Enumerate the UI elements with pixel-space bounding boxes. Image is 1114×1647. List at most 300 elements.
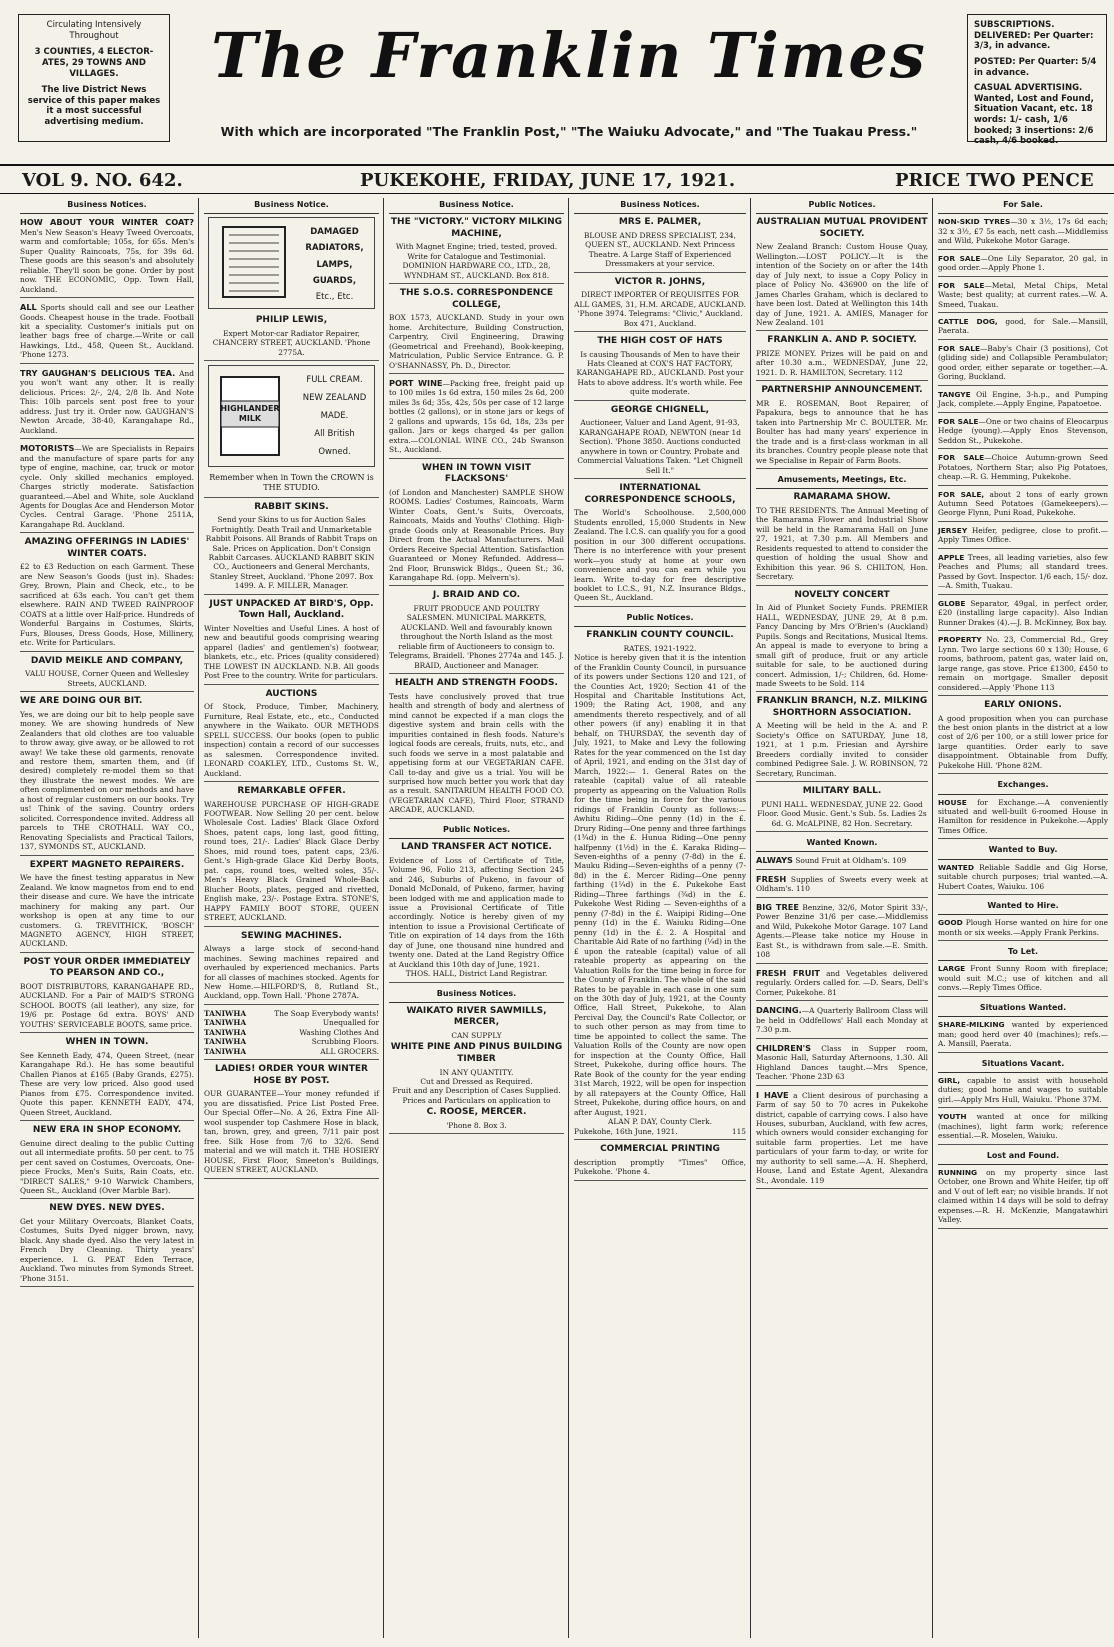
right-ear-line: SUBSCRIPTIONS. DELIVERED: Per Quarter: 3/3, in advance. <box>974 20 1094 52</box>
advert <box>389 217 564 284</box>
advert-body: Notice is hereby given that it is the intention of the Franklin County Council, in pursuance of its powers under Sections 120 and 121, of the Counties Act, 1920; Section 41 of the Hospital and Charitable Institutions Act, 1909; the Rating Act, 1908, and any amendments thereto respectively, and of all other powers (if any) enabling it in that behalf, on THURSDAY, the seventh day of July, 1921, to Make and Levy the following Rates for the year commenced on the 1st day of April, 1921, and ending on the 31st day of March, 1922:— 1. General Rates on the rateable (capital) value of all rateable property as appearing on the Valuation Rolls for the time being in force for the various ridings of Franklin County as follows:— Awhitu Riding—One penny (1d) in the £. Drury Riding—One penny and three farthings (1¾d) in the £. Hunua Riding—One penny halfpenny (1½d) in the £. Karaka Riding—Seven-eighths of a penny (7-8d) in the £. Mauku Riding—Seven-eighths of a penny (7-8d) in the £. Mercer Riding—One penny farthing (1¼d) in the £. Pukekohe East Riding—Three farthings (¾d) in the £. Pukekohe West Riding — Seven-eighths of a penny (7-8d) in the £. Waipipi Riding—One penny (1d) in the £. Waiuku Riding—One penny (1d) in the £. 2. A Hospital and Charitable Aid Rate of no farthing (¼d) in the £ upon the rateable (capital) value of all rateable property as appearing on the Valuation Rolls for the time being in force for the County of Franklin. The whole of the said Rates to be payable in each case in one sum on the 30th day of July, 1921, at the County Office, Hall Street, Pukekohe, to Alan Percival Day, the Council's Rate Collector, or to such other person as may from time to time be appointed to collect the same. The Valuation Rolls of the County are now open for inspection at the County Office, Hall Street, Pukekohe, during office hours. The Rate Book of the county for the year ending 31st March, 1922, will be open for inspection by all ratepayers at the County Office, Hall Street, Pukekohe, during office hours, on and after August, 1921. <box>574 653 746 1117</box>
advert-body: Sound Fruit at Oldham's. 109 <box>795 856 907 866</box>
advert <box>204 502 379 595</box>
classified-heading: PROPERTY <box>938 635 982 645</box>
classified <box>938 1168 1108 1229</box>
notice-number: 115 <box>731 1126 746 1136</box>
section-heading: Situations Wanted. <box>938 1001 1108 1017</box>
section-heading: Amusements, Meetings, Etc. <box>756 473 928 489</box>
classified-body: —One or two chains of Eleocarpus Hedge (young).—Apply Enos Stevenson, Seddon St., Pukekohe. <box>938 416 1108 445</box>
advert-body: Winter Novelties and Useful Lines. A host of new and beautiful goods comprising wearing apparel (ladies' and gentlemen's) footwear, blankets, etc., etc. Prices (quality considered) THE LOWEST IN AUCKLAND. N.B. All goods Post Free to the country. Write for particulars. <box>204 623 379 681</box>
classified-body: —Choice Autumn-grown Seed Potatoes, Northern Star; also Pig Potatoes, cheap.—R. G. Hemming, Pukekohe. <box>938 453 1109 482</box>
advert-heading: PHILIP LEWIS, <box>255 315 328 326</box>
classified-body: —Metal, Metal Chips, Metal Waste; best quality; at current rates.—W. A. Smeed, Tuakau. <box>938 280 1109 309</box>
advert-body: Send your Skins to us for Auction Sales Fortnightly. Death Trail and Unmarketable Rabbit Poisons. All Brands of Rabbit Traps on Sale. Prices on Application. Don't Consign Rabbit Carcases. AUCKLAND RABBIT SKIN CO., Auctioneers and General Merchants, Stanley Street, Auckland. 'Phone 2097. Box 1499. A. F. MILLER, Manager. <box>205 515 378 591</box>
classified-heading: FOR SALE <box>938 416 979 426</box>
milk-item: FULL CREAM. <box>306 375 363 386</box>
radiator-item: GUARDS, <box>312 275 357 286</box>
classified-heading: TANGYE <box>938 389 971 399</box>
column-rule <box>568 198 569 1638</box>
advert-body: Always a large stock of second-hand machines. Sewing machines repaired and overhauled by experienced mechanics. Parts for all classes of machines stocked. Agents for New Home.—HILFORD'S, 8, Rutland St., Auckland, opp. Town Hall. 'Phone 2787A. <box>204 944 379 1001</box>
classified-heading: HOUSE <box>938 797 967 807</box>
advert-heading: PORT WINE <box>389 377 443 388</box>
advert-heading: POST YOUR ORDER IMMEDIATELY TO PEARSON AND CO., <box>23 956 191 979</box>
column-1 <box>16 198 198 1638</box>
classified-heading: APPLE <box>938 552 965 562</box>
advert-body: WAREHOUSE PURCHASE OF HIGH-GRADE FOOTWEAR. Now Selling 20 per cent. below Wholesale Cost. Ladies' Black Glace Oxford Shoes, patent caps, long last, good fitting, round toes, 21/-. Ladies' Black Glace Derby Shoes, mid round toes, patent caps, 23/6. Gent.'s High-grade Glace Kid Derby Boots, pat. caps, round toes, welted soles, 35/-. Men's Heavy Black Grained Whole-Back Blucher Boots, plates, pegged and rivetted, English make, 23/-. Postage Extra. STONE'S, HAPPY FAMILY BOOT STORE, QUEEN STREET, AUCKLAND. <box>204 799 379 923</box>
advert-body: Expert Motor-car Radiator Repairer, CHANCERY STREET, AUCKLAND. 'Phone 2775A. <box>212 328 371 357</box>
advert-body: (of London and Manchester) SAMPLE SHOW ROOMS. Ladies' Costumes, Raincoats, Warm Winter Coats, Gent.'s Suits, Overcoats, Raincoats, Maids and Youths' Clothing. High-grade Goods only at Reasonable Prices. Buy Direct from the Actual Manufacturers. Mail Orders Receive Special Attention. Satisfaction Guaranteed or Money Refunded. Address—2nd Floor, Brunswick Bldgs., Queen St.; 36, Karangahape Rd. (opp. Melvern's). <box>389 487 564 583</box>
advert-heading: THE S.O.S. CORRESPONDENCE COLLEGE, <box>399 288 554 310</box>
advert-body: Yes, we are doing our bit to help people save money. We are showing hundreds of New Zealanders that old clothes are too valuable to throw away, give away, or be allowed to rot away! We take these old garments, renovate and restore them, smarten them, and (if desired) completely re-model them so that they illustrate the newest modes. We are often complimented on our methods and have a host of regular customers on our books. Try us! Think of the saving. Country orders solicited. Correspondence invited. Address all parcels to THE CROTHALL WAY CO., Renovating Specialists and Practical Tailors, 137, SYMONDS ST., AUCKLAND. <box>20 709 194 852</box>
classified-heading: FOR SALE, <box>938 489 985 499</box>
studio-advert: Remember when in Town the CROWN is THE STUDIO. <box>204 473 379 497</box>
advert-heading: J. BRAID AND CO. <box>432 590 521 601</box>
advert-heading: LAND TRANSFER ACT NOTICE. <box>401 842 552 853</box>
classified-body: A good proposition when you can purchase the best onion plants in the district at a low cost of 2/6 per 100, or a still lower price for large quantities. Order early to save disappointment. Obtainable from Duffy, Pukekohe Hill. 'Phone 82M. <box>938 713 1108 770</box>
advert <box>20 1125 194 1199</box>
advert-body: Supplies of Sweets every week at Oldham's. 110 <box>756 874 928 894</box>
advert <box>389 463 564 587</box>
advert <box>20 217 194 298</box>
classified-body: —One Lily Separator, 20 gal, in good order.—Apply Phone 1. <box>938 253 1108 273</box>
advert-body: Is causing Thousands of Men to have their Hats Cleaned at COX'S HAT FACTORY, KARANGAHAPE RD., AUCKLAND. Post your Hats to above address. It's worth while. Fee quite moderate. <box>576 349 744 397</box>
advert <box>204 599 379 685</box>
mercer-advert <box>389 1006 564 1134</box>
classified <box>938 317 1108 340</box>
advert-heading: GEORGE CHIGNELL, <box>610 404 710 415</box>
radiator-illustration <box>215 223 295 303</box>
newspaper-title: The Franklin Times <box>211 19 927 92</box>
advert-body: Of Stock, Produce, Timber, Machinery, Furniture, Real Estate, etc., etc., Conducted anywhere in the Waikato. OUR METHODS SPELL SUCCESS. Our books (open to public inspection) contain a record of our successes as salesmen. Correspondence invited. LEONARD COAKLEY, LTD., Customs St. W., Auckland. <box>204 702 379 778</box>
advert-body: a Client desirous of purchasing a Farm of say 50 to 70 acres in Pukekohe district, capable of carrying cows. I also have Houses, suburban, Auckland, with few acres, which owners would consider exchanging for suitable farm properties. Let me have particulars of your farm to-day, or write for my authority to sell same.—A. H. Shepherd, House, Land and Estate Agent, Alexandra St., Avondale. 119 <box>756 1090 928 1185</box>
advert <box>20 957 194 1033</box>
advert <box>389 842 564 983</box>
classified <box>938 863 1108 895</box>
advert-heading: ALL <box>20 302 37 313</box>
advert-heading: RABBIT SKINS. <box>254 501 329 512</box>
advert-heading: WAIKATO RIVER SAWMILLS, MERCER, <box>406 1005 547 1028</box>
advert-heading: LADIES! ORDER YOUR WINTER HOSE BY POST. <box>215 1064 368 1086</box>
advert <box>756 786 928 832</box>
advert <box>389 288 564 374</box>
classified <box>938 1076 1108 1108</box>
dateline-bar <box>0 164 1114 194</box>
advert-line: IN ANY QUANTITY. <box>439 1067 514 1077</box>
classified <box>938 1112 1108 1144</box>
advert-heading: REMARKABLE OFFER. <box>237 786 346 796</box>
advert-heading: FRESH <box>756 873 787 884</box>
advert-body: —Packing free, freight paid up to 100 miles 1s 6d extra, 150 miles 2s 6d, 200 miles 3s 6d; 35s, 42s, 50s per case of 12 large bottles (2 gallons), or in stone jars or kegs of 2 gallons and upwards, 15s 6d, 18s, 23s per gallon. Jars or kegs charged 4s per gallon extra.—COLONIAL WINE CO., 24b Swanson St., Auckland. <box>389 378 564 455</box>
classified-body: Oil Engine, 3-h.p., and Pumping Jack, complete.—Apply Engine, Papatoetoe. <box>938 389 1108 409</box>
advert-signature: THOS. HALL, District Land Registrar. <box>405 969 548 979</box>
advert-line: C. ROOSE, MERCER. <box>426 1107 527 1118</box>
advert-body: Class in Supper room, Masonic Hall, Saturday Afternoons, 1.30. All Highland Dances taught.—Mrs Spence, Teacher. 'Phone 23D 63 <box>756 1043 928 1082</box>
right-ear-box <box>967 14 1107 147</box>
taniwha-row <box>204 1047 379 1056</box>
column-2 <box>200 198 383 1638</box>
advert-body: £2 to £3 Reduction on each Garment. These are New Season's Goods (just in). Shades: Grey, Brown, Plain and Check, etc., to be sacrificed at 63s each. You can't get them elsewhere. RAIN AND TWEED RAINPROOF COATS at a little over Half-price. Hundreds of Wonderful Bargains in Costumes, Skirts, Furs, Blouses, Dress Goods, Hose, Millinery, etc. Write for Particulars. <box>20 562 194 648</box>
advert-body: DIRECT IMPORTER Of REQUISITES FOR ALL GAMES, 31, H.M. ARCADE, AUCKLAND. 'Phone 3974. Telegrams: "Clivic," Auckland. Box 471, Auckland. <box>574 290 746 328</box>
column-rule <box>932 198 933 1638</box>
right-ear-line: POSTED: Per Quarter: 5/4 in advance. <box>974 56 1097 78</box>
milk-tin-label: HIGHLANDER MILK <box>220 404 280 424</box>
advert <box>756 1005 928 1038</box>
advert-body: The World's Schoolhouse. 2,500,000 Students enrolled, 15,000 Students in New Zealand. The I.C.S. can qualify you for a good position in our 300 different occupations. There is no interference with your present work—you study at home at your own convenience and you can earn while you learn. Write to-day for free descriptive booklet to I.C.S., 91, N.Z. Insurance Bldgs., Queen St., Auckland. <box>574 508 746 603</box>
section-heading: Wanted to Hire. <box>938 899 1108 915</box>
advert-heading: HOW ABOUT YOUR WINTER COAT? <box>20 217 194 228</box>
price: PRICE TWO PENCE <box>895 170 1094 191</box>
advert-body: Men's New Season's Heavy Tweed Overcoats, warm and comfortable; 105s, for 65s. Men's Super Quality Raincoats, 75s, for 39s 6d. These goods are this season's and absolutely reliable. They'll soon be gone. Order by post now. THE ECONOMIC, Opp. Town Hall, Auckland. <box>20 227 194 294</box>
classified <box>938 417 1108 449</box>
advert <box>574 277 746 332</box>
advert-heading: BIG TREE <box>756 901 799 912</box>
classified <box>938 599 1108 631</box>
classified-body: Plough Horse wanted on hire for one month or six weeks.—Apply Frank Perkins. <box>938 918 1108 937</box>
classified-body: wanted at once for milking (machines), light farm work; reference essential.—R. Moselen, Waiuku. <box>938 1112 1108 1141</box>
advert <box>204 315 379 361</box>
advert-line: Prices and Particulars on application to <box>402 1095 551 1105</box>
advert-body: We have the finest testing apparatus in New Zealand. We know magnetos from end to end their disease and cure. We have the intricate machinery for making any part. Our workshop is open at any time to our customers. G. TREVITHICK, 'BOSCH' MAGNETO AGENCY, HIGH STREET, AUCKLAND. <box>20 873 194 949</box>
advert-body: See Kenneth Eady, 474, Queen Street, (near Karangahape Rd.). He has some beautiful Challen Pianos at £165 (Baby Grands, £275). These are very low priced. Also good used Pianos from £75. Correspondence invited. Quote this paper. KENNETH EADY, 474, Queen Street, Auckland. <box>20 1050 194 1117</box>
taniwha-text: Washing Clothes And <box>299 1027 379 1037</box>
classified-body: —Baby's Chair (3 positions), Cot (gliding side) and Collapsible Perambulator; good order, either separate or together.—A. Goring, Buckland. <box>938 343 1109 382</box>
left-ear-line: The live District News service of this paper makes it a most successful advertising medium. <box>27 85 161 127</box>
column-heading: Business Notices. <box>20 198 194 214</box>
advert <box>756 968 928 1001</box>
advert-heading: RAMARAMA SHOW. <box>793 492 891 503</box>
advert <box>20 443 194 533</box>
advert-subheading: RATES, 1921-1922. <box>623 643 697 653</box>
advert-heading: I HAVE <box>756 1089 789 1100</box>
classified-heading: YOUTH <box>938 1112 967 1122</box>
classified-body: Heifer, pedigree, close to profit.—Apply Times Office. <box>938 525 1108 545</box>
advert <box>756 217 928 331</box>
advert-heading: NOVELTY CONCERT <box>794 589 890 600</box>
advert-body: And you won't want any other. It is really delicious. Prices: 2/-, 2/4, 2/8 lb. And Note This: 10lb parcels sent post free to your address. Just try it. Order now. GAUGHAN'S Newton Arcade, 38-40, Karangahape Rd., Auckland. <box>20 368 194 435</box>
advert-body: FRUIT PRODUCE AND POULTRY SALESMEN. MUNICIPAL MARKETS, AUCKLAND. Well and favourably known throughout the North Island as the most reliable firm of Auctioneers to consign to. Telegrams, Braidell. 'Phones 2774a and 145. J. BRAID, Auctioneer and Manager. <box>389 604 564 670</box>
advert-body: PUNI HALL. WEDNESDAY, JUNE 22. Good Floor. Good Music. Gent.'s Sub. 5s. Ladies 2s 6d. G. McALPINE, 82 Hon. Secretary. <box>757 799 927 828</box>
advert-body: Sports should call and see our Leather Goods. Cheapest house in the trade. Football kit a speciality. Customer's initials put on leather bags free of charge.—Write or call Hawkings, Ltd., 458, Queen St., Auckland. 'Phone 1273. <box>20 303 194 360</box>
advert <box>574 1144 746 1180</box>
advert-heading: CHILDREN'S <box>756 1042 812 1053</box>
notice-date: Pukekohe, 16th June, 1921. <box>574 1126 678 1136</box>
advert <box>204 931 379 1005</box>
advert-heading: DAVID MEIKLE AND COMPANY, <box>30 655 184 666</box>
classified-body: wanted by experienced man; good herd over 40 (machines); refs.—A. Mansill, Paerata. <box>938 1020 1108 1049</box>
classified-body: on my property since last October, one Brown and White Heifer, tip off and V out of left ear; no visible brands. If not claimed within 14 days will be sold to defray expenses.—R. H. McKenzie, Mangatawhiri Valley. <box>938 1167 1108 1225</box>
advert <box>20 1203 194 1287</box>
section-heading: Wanted to Buy. <box>938 843 1108 859</box>
advert-body: New Zealand Branch: Custom House Quay, Wellington.—LOST POLICY.—It is the intention of the Society on or after the 14th day of July next, to issue a Copy Policy in place of Policy No. 436900 on the life of James Charles Graham, which is declared to have been lost. Dated at Wellington this 14th day of June, 1921. A. AMIES, Manager for New Zealand. 101 <box>756 242 928 328</box>
advert-body: Benzine, 32/6, Motor Spirit 33/-, Power Benzine 31/6 per case.—Middlemiss and Wild, Pukekohe Motor Garage. 107 Land Agents.—Please take notice my House in East St., is withdrawn from sale.—E. Smith. 108 <box>756 902 928 960</box>
classified-body: about 2 tons of early grown Autumn Seed Potatoes (Gamekeepers).—George Flynn, Puni Road, Pukekohe. <box>938 489 1108 518</box>
masthead <box>0 0 1114 148</box>
advert <box>20 368 194 439</box>
milk-item: Owned. <box>318 446 351 457</box>
classified-heading: RUNNING <box>938 1167 978 1177</box>
classified-heading: EARLY ONIONS. <box>984 699 1062 710</box>
advert-heading: JUST UNPACKED AT BIRD'S, Opp. Town Hall, Auckland. <box>209 598 374 621</box>
taniwha-row <box>204 1028 379 1037</box>
section-heading: Business Notices. <box>389 987 564 1003</box>
advert <box>756 874 928 898</box>
advert-body: TO THE RESIDENTS. The Annual Meeting of the Ramarama Flower and Industrial Show will be held in the Ramarama Hall on June 27, 1921, at 7.30 p.m. All Members and Residents requested to attend to consider the question of holding the usual Show and Exhibition this year. 96 S. CHILTON, Hon. Secretary. <box>756 505 928 582</box>
classified-heading: WANTED <box>938 862 974 872</box>
classified <box>938 964 1108 996</box>
classified-heading: FOR SALE <box>938 453 985 463</box>
section-heading: Exchanges. <box>938 778 1108 794</box>
advert-body: BLOUSE AND DRESS SPECIALIST, 234, QUEEN ST., AUCKLAND. Next Princess Theatre. A Large Staff of Experienced Dressmakers at your service. <box>584 230 736 269</box>
advert-body: and Vegetables delivered regularly. Orders called for. —D. Sears, Dell's Corner, Pukekohe. 81 <box>756 968 928 997</box>
advert-body: Evidence of Loss of Certificate of Title, Volume 96, Folio 213, affecting Section 245 and 246, Suburbs of Pukeno, in favour of Donald McDonald, of Pukeno, farmer, having been lodged with me and application made to issue a Provisional Certificate of Title accordingly. Notice is hereby given of my intention to issue a Provisional Certificate of Title on expiration of 14 days from the 16th day of June, one thousand nine hundred and twenty one. Dated at the Land Registry Office at Auckland this 10th day of June, 1921. <box>389 855 564 969</box>
advert <box>574 336 746 401</box>
advert-heading: AMAZING OFFERINGS IN LADIES' WINTER COATS. <box>24 537 190 559</box>
classified-heading: NON-SKID TYRES <box>938 217 1011 227</box>
advert <box>20 656 194 692</box>
council-notice <box>574 630 746 1140</box>
volume-number: VOL 9. NO. 642. <box>22 170 183 191</box>
classified <box>938 553 1108 595</box>
advert-heading: VICTOR R. JOHNS, <box>614 276 706 287</box>
classified-heading: GIRL, <box>938 1075 961 1085</box>
section-heading: Public Notices. <box>574 611 746 627</box>
classified <box>938 453 1108 485</box>
milk-item: NEW ZEALAND <box>302 393 367 403</box>
advert-heading: PARTNERSHIP ANNOUNCEMENT. <box>761 385 923 396</box>
classified <box>938 798 1108 840</box>
column-rule <box>750 198 751 1638</box>
classified-body: good, for Sale.—Mansill, Paerata. <box>938 316 1108 336</box>
advert-heading: ALWAYS <box>756 855 793 866</box>
taniwha-brand: TANIWHA <box>204 1008 247 1018</box>
milk-item: All British <box>314 428 355 439</box>
column-heading: For Sale. <box>938 198 1108 214</box>
advert-body: Genuine direct dealing to the public Cutting out all intermediate profits. 50 per cent. to 75 per cent saved on Costumes, Overcoats, One-piece Frocks, Men's Suits, Rain Coats, etc. "DIRECT SALES," 9-10 Warwick Chambers, Queen St., Auckland (Over Marble Bar). <box>20 1138 194 1195</box>
advert-line: WHITE PINE AND PINUS BUILDING TIMBER <box>390 1042 563 1064</box>
classified-heading: FOR SALE <box>938 280 985 290</box>
column-heading: Public Notices. <box>756 198 928 214</box>
classified <box>938 490 1108 522</box>
milk-item: MADE. <box>320 410 349 421</box>
advert-heading: NEW ERA IN SHOP ECONOMY. <box>32 1125 182 1136</box>
column-heading: Business Notice. <box>204 198 379 214</box>
advert-body: Get your Military Overcoats, Blanket Coats, Costumes, Suits Dyed nigger brown, navy, black. Any shade dyed. Also the very latest in French Dry Cleaning. Thirty years' experience. I. G. PEAT Eden Terrace, Auckland. Two minutes from Symonds Street. 'Phone 3151. <box>20 1216 194 1283</box>
advert-body: In Aid of Plunket Society Funds. PREMIER HALL, WEDNESDAY, JUNE 29, At 8 p.m. Fancy Dancing by Mrs O'Brien's (Auckland) Pupils. Songs and Recitations, Musical Items. An appeal is made to everyone to bring a small gift of produce, fruit or any article suitable for sale, to be auctioned during concert. Admission, 1/-; Children, 6d. Home-made Sweets to be Sold. 114 <box>756 603 928 688</box>
classified <box>938 281 1108 313</box>
advert-body: MR E. ROSEMAN, Boot Repairer, of Papakura, begs to announce that he has taken into Partnership Mr C. BOULTER. Mr. Boulter has had many years' experience in the trade and is a first-class workman in all its branches. Country people please note that we Specialise in Repair of Farm Boots. <box>756 398 928 465</box>
left-ear-line: 3 COUNTIES, 4 ELECTOR-ATES, 29 TOWNS AND VILLAGES. <box>34 47 154 79</box>
classified <box>938 526 1108 549</box>
taniwha-brand: TANIWHA <box>204 1018 247 1028</box>
right-ear-line: CASUAL ADVERTISING. Wanted, Lost and Found, Situation Vacant, etc. 18 words: 1/- cash, 1/6 booked; 3 insertions: 2/6 cash, 4/6 booked. <box>974 83 1094 147</box>
radiator-item: DAMAGED <box>310 227 359 238</box>
classified <box>938 344 1108 386</box>
column-heading: Business Notices. <box>574 198 746 214</box>
advert <box>756 1043 928 1086</box>
advert-line: CAN SUPPLY <box>451 1031 502 1040</box>
radiator-item: LAMPS, <box>316 259 353 270</box>
advert-heading: EXPERT MAGNETO REPAIRERS. <box>29 859 185 870</box>
advert-body: description promptly "Times" Office, Pukekohe. 'Phone 4. <box>574 1157 746 1177</box>
classified <box>938 1020 1108 1052</box>
advert-heading: TRY GAUGHAN'S DELICIOUS TEA. <box>20 367 176 378</box>
advert <box>756 1090 928 1190</box>
taniwha-text: The Soap Everybody wants! <box>274 1008 379 1018</box>
advert-body: OUR GUARANTEE—Your money refunded if you are dissatisfied. Price List Posted Free. Our Special Offer—No. A 26, Extra Fine All-wool suspender top Cashmere Hose in black, tan, brown, grey, and green, 7/11 pair post free. Silk Hose from 7/6 to 32/6. Send material and we will match it. THE HOSIERY HOUSE, First Floor, Smeeton's Buildings, QUEEN STREET, AUCKLAND. <box>204 1089 379 1175</box>
advert <box>204 689 379 782</box>
section-heading: Wanted Known. <box>756 836 928 852</box>
classified-heading: FOR SALE <box>938 253 981 263</box>
advert <box>389 378 564 459</box>
advert <box>756 492 928 585</box>
advert-body: Tests have conclusively proved that true health and strength of body and alertness of mind cannot be expected if a man clogs the digestive system and brain cells with the impurities contained in flesh foods. Nature's logical foods are cereals, fruits, nuts, etc., and such foods we serve in a most palatable and appetising form at our VEGETARIAN CAFE. Call to-day and give us a trial. You will be surprised how much better you work that day as a result. SANITARIUM HEALTH FOOD CO. (VEGETARIAN CAFE), Third Floor, STRAND ARCADE, AUCKLAND. <box>389 691 564 815</box>
advert <box>389 678 564 819</box>
advert-body: —We are Specialists in Repairs and the manufacture of spare parts for any type of engine, machine, car, truck or motor cycle. Only skilled mechanics employed. Charges strictly moderate. Satisfaction guaranteed.—Abel and White, sole Auckland Agents for Douglas Ace and Henderson Motor Cycles. Central Garage. 'Phone 2511A, Karangahape Rd. Auckland. <box>20 444 194 529</box>
section-heading: Situations Vacant. <box>938 1057 1108 1073</box>
taniwha-row <box>204 1018 379 1027</box>
advert <box>20 696 194 856</box>
advert-heading: MILITARY BALL. <box>802 786 882 797</box>
column-6 <box>934 198 1112 1638</box>
advert-heading: HEALTH AND STRENGTH FOODS. <box>395 678 558 689</box>
place-date: PUKEKOHE, FRIDAY, JUNE 17, 1921. <box>360 170 736 191</box>
advert-body: PRIZE MONEY. Prizes will be paid on and after 10.30 a.m., WEDNESDAY, June 22, 1921. D. R. HAMILTON, Secretary. 112 <box>756 349 928 377</box>
classified-body: Separator, 49gal, in perfect order, £20 (installing large capacity). Also Indian Runner Drakes (4).—J. B. McKinney, Box bay. <box>938 598 1108 627</box>
advert-line: Fruit and any Description of Cases Supplied. <box>392 1086 561 1096</box>
advert-heading: FRANKLIN COUNTY COUNCIL. <box>586 630 734 641</box>
classified-heading: LARGE <box>938 964 966 974</box>
advert <box>756 696 928 782</box>
advert-heading: AUSTRALIAN MUTUAL PROVIDENT SOCIETY. <box>756 217 928 239</box>
taniwha-row <box>204 1037 379 1046</box>
newspaper-subtitle: With which are incorporated "The Franklin Post," "The Waiuku Advocate," and "The Tuakau Press." <box>220 124 918 139</box>
advert-signature: ALAN P. DAY, County Clerk. <box>607 1117 713 1127</box>
advert-heading: COMMERCIAL PRINTING <box>600 1144 720 1155</box>
taniwha-advert <box>204 1009 379 1060</box>
classified-body: capable to assist with household duties; good home and wages to suitable girl.—Apply Mrs Hull, Waiuku. 'Phone 37M. <box>938 1075 1108 1104</box>
advert <box>756 385 928 469</box>
taniwha-brand: TANIWHA <box>204 1037 247 1047</box>
advert <box>20 302 194 364</box>
classified-body: —30 x 3½, 17s 6d each; 32 x 3½, £7 5s each, nett cash.—Middlemiss and Wild, Pukekohe Motor Garage. <box>938 217 1108 246</box>
column-3 <box>385 198 568 1638</box>
section-heading: Public Notices. <box>389 823 564 839</box>
radiator-item: Etc., Etc. <box>315 291 354 302</box>
advert-heading: AUCTIONS <box>265 688 318 699</box>
advert-body: BOOT DISTRIBUTORS, KARANGAHAPE RD., AUCKLAND. For a Pair of MAID'S STRONG SCHOOL BOOTS (all leather), any size, for 19/6 pr. Postage 6d extra. BOYS' AND YOUTHS' SERVICEABLE BOOTS, same price. <box>20 981 194 1029</box>
advert-heading: FRANKLIN BRANCH, N.Z. MILKING SHORTHORN ASSOCIATION. <box>756 696 928 718</box>
classified-heading: SHARE-MILKING <box>938 1020 1005 1030</box>
advert-heading: FRANKLIN A. AND P. SOCIETY. <box>767 335 917 346</box>
classified-body: Reliable Saddle and Gig Horse, suitable church purposes; trial wanted.—A. Hubert Coates, Waiuku. 106 <box>938 862 1108 891</box>
column-rule <box>383 198 384 1638</box>
classified-heading: GLOBE <box>938 598 966 608</box>
classified <box>938 217 1108 249</box>
column-rule <box>198 198 199 1638</box>
advert-heading: DANCING. <box>756 1005 802 1016</box>
advert-body: With Magnet Engine; tried, tested, proved. Write for Catalogue and Testimonial. DOMINION HARDWARE CO., LTD., 28, WYNDHAM ST., AUCKLAND. Box 818. <box>395 242 558 280</box>
advert-heading: NEW DYES. NEW DYES. <box>49 1203 165 1214</box>
advert-body: BOX 1573, AUCKLAND. Study in your own home. Architecture, Building Construction, Carpentry, Civil Engineering, Drawing (Geometrical and Freehand), Book-keeping, Matriculation, Public Service Entrance. G. P. O'SHANNASSY, Ph. D., Director. <box>389 313 564 370</box>
left-ear-line: Circulating Intensively Throughout <box>46 20 142 41</box>
classified-heading: JERSEY <box>938 525 968 535</box>
taniwha-text: Unequalled for <box>322 1018 379 1028</box>
section-heading: To Let. <box>938 945 1108 961</box>
classified-body: Front Sunny Room with fireplace; would suit M.C.; use of kitchen and all convs.—Reply Times Office. <box>938 964 1108 993</box>
advert <box>204 1064 379 1178</box>
advert <box>756 855 928 870</box>
advert-line: Cut and Dressed as Required. <box>420 1076 533 1086</box>
taniwha-brand: TANIWHA <box>204 1046 247 1056</box>
classified <box>938 254 1108 277</box>
classified-body: No. 23, Commercial Rd., Grey Lynn. Two large sections 60 x 130; House, 6 rooms, bathroom, patent gas, water laid on, large range, gas stove. Price £1300, £450 to remain on mortgage. Smaller deposit considered.—Apply 'Phone 113 <box>938 635 1108 692</box>
taniwha-row <box>204 1009 379 1018</box>
radiator-advert <box>208 217 375 309</box>
column-4 <box>570 198 750 1638</box>
advert <box>756 335 928 381</box>
advert <box>574 217 746 272</box>
classified-body: Trees, all leading varieties, also few Peaches and Plums; all standard trees. Passed by Govt. Inspector. 1/6 each, 15/- doz.—A. Smith, Tuakau. <box>938 552 1108 591</box>
advert-heading: MOTORISTS <box>20 443 75 454</box>
notice-footer <box>574 1127 746 1136</box>
advert-heading: THE HIGH COST OF HATS <box>597 336 723 347</box>
advert-heading: SEWING MACHINES. <box>241 930 342 941</box>
advert <box>389 590 564 674</box>
classified <box>938 918 1108 941</box>
taniwha-text: Scrubbing Floors. <box>311 1037 379 1047</box>
classified-heading: CATTLE DOG, <box>938 316 998 326</box>
advert-heading: FRESH FRUIT <box>756 967 821 978</box>
advert-heading: INTERNATIONAL CORRESPONDENCE SCHOOLS, <box>584 483 736 505</box>
left-ear-box <box>18 14 170 142</box>
radiator-items <box>299 224 370 305</box>
radiator-item: RADIATORS, <box>305 243 364 254</box>
advert-body: Auctioneer, Valuer and Land Agent, 91-93, KARANGAHAPE ROAD, NEWTON (near 1d Section). 'Phone 3850. Auctions conducted anywhere in town or Country. Probate and Commercial Valuations Taken. "Let Chignell Sell It." <box>577 418 743 475</box>
section-heading: Lost and Found. <box>938 1149 1108 1165</box>
advert <box>20 1037 194 1121</box>
advert-heading: THE "VICTORY." VICTORY MILKING MACHINE, <box>390 217 563 239</box>
advert-heading: MRS E. PALMER, <box>618 217 702 228</box>
advert-heading: WE ARE DOING OUR BIT. <box>20 696 143 707</box>
advert <box>756 590 928 693</box>
classified <box>938 390 1108 413</box>
taniwha-text: ALL GROCERS. <box>320 1046 379 1056</box>
column-heading: Business Notice. <box>389 198 564 214</box>
advert-body: VALU HOUSE, Corner Queen and Wellesley Streets, AUCKLAND. <box>25 669 189 688</box>
classified <box>938 635 1108 696</box>
classified-body: for Exchange.—A conveniently situated and well-built 6-roomed House in Hamilton for residence in Pukekohe.—Apply Times Office. <box>938 797 1108 835</box>
advert-heading: WHEN IN TOWN VISIT FLACKSONS' <box>422 462 531 485</box>
classified-heading: FOR SALE <box>938 343 980 353</box>
milk-advert <box>208 365 375 467</box>
advert-body: —A Quarterly Ballroom Class will be held in Oddfellows' Hall each Monday at 7.30 p.m. <box>756 1006 928 1035</box>
advert <box>574 405 746 479</box>
advert <box>204 786 379 927</box>
taniwha-brand: TANIWHA <box>204 1027 247 1037</box>
advert-heading: WHEN IN TOWN. <box>65 1037 149 1048</box>
classified-heading: GOOD <box>938 918 963 928</box>
advert <box>20 537 194 651</box>
advert <box>574 483 746 607</box>
advert-line: 'Phone 8. Box 3. <box>446 1120 507 1130</box>
milk-items <box>299 372 370 461</box>
column-5 <box>752 198 932 1638</box>
advert-body: A Meeting will be held in the A. and P. Society's Office on SATURDAY, June 18, 1921, at 1 p.m. Friesian and Ayrshire Breeders cordially invited to consider combined Pedigree Sale. J. W. ROBINSON, 72 Secretary, Runciman. <box>756 721 928 778</box>
advert <box>756 902 928 964</box>
advert <box>20 860 194 953</box>
classified <box>938 700 1108 774</box>
